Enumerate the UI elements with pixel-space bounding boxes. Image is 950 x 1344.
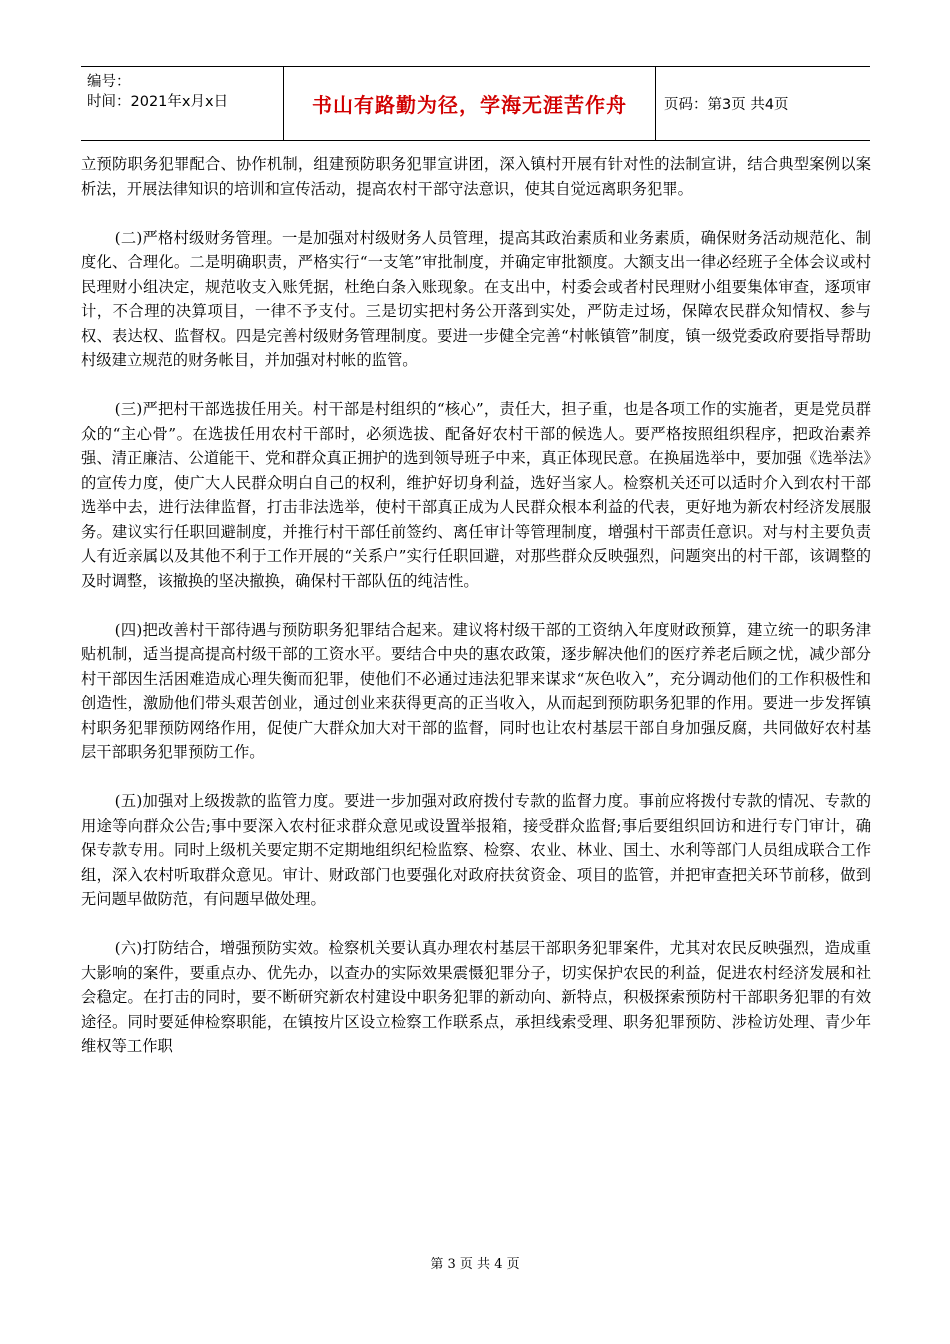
header-meta	[81, 67, 283, 140]
header-page-label: 页码：第3页 共4页	[664, 97, 789, 113]
body-paragraph: (三)严把村干部选拔任用关。村干部是村组织的“核心”，责任大，担子重，也是各项工作的实施者，更是党员群众的“主心骨”。在选拔任用农村干部时，必须选拔、配备好农村干部的候选人。要严格按照组织程序，把政治素养强、清正廉洁、公道能干、党和群众真正拥护的选到领导班子中来，真正体现民意。在换届选举中，要加强《选举法》的宣传力度，使广大人民群众明白自己的权利，维护好切身利益，选好当家人。检察机关还可以适时介入到农村干部选举中去，进行法律监督，打击非法选举，使村干部真正成为人民群众根本利益的代表，更好地为新农村经济发展服务。建议实行任职回避制度，并推行村干部任前签约、离任审计等管理制度，增强村干部责任意识。对与村主要负责人有近亲属以及其他不利于工作开展的“关系户”实行任职回避，对那些群众反映强烈，问题突出的村干部，该调整的及时调整，该撤换的坚决撤换，确保村干部队伍的纯洁性。	[81, 400, 871, 590]
body-paragraph: 立预防职务犯罪配合、协作机制，组建预防职务犯罪宣讲团，深入镇村开展有针对性的法制宣讲，结合典型案例以案析法，开展法律知识的培训和宣传活动，提高农村干部守法意识，使其自觉远离职务犯罪。	[81, 155, 871, 198]
page-footer: 第 3 页 共 4 页	[430, 1257, 520, 1272]
document-body	[81, 152, 871, 1059]
document-time-label: 时间：2021年x月x日	[87, 94, 229, 110]
header-page-cell	[656, 67, 870, 140]
body-paragraph: (四)把改善村干部待遇与预防职务犯罪结合起来。建议将村级干部的工资纳入年度财政预算，建立统一的职务津贴机制，适当提高提高村级干部的工资水平。要结合中央的惠农政策，逐步解决他们的医疗养老后顾之忧，减少部分村干部因生活困难造成心理失衡而犯罪，使他们不必通过违法犯罪来谋求“灰色收入”，充分调动他们的工作积极性和创造性，激励他们带头艰苦创业，通过创业来获得更高的正当收入，从而起到预防职务犯罪的作用。要进一步发挥镇村职务犯罪预防网络作用，促使广大群众加大对干部的监督，同时也让农村基层干部自身加强反腐，共同做好农村基层干部职务犯罪预防工作。	[81, 620, 871, 761]
body-paragraph: (六)打防结合，增强预防实效。检察机关要认真办理农村基层干部职务犯罪案件，尤其对农民反映强烈，造成重大影响的案件，要重点办、优先办，以查办的实际效果震慑犯罪分子，切实保护农民的利益，促进农村经济发展和社会稳定。在打击的同时，要不断研究新农村建设中职务犯罪的新动向、新特点，积极探索预防村干部职务犯罪的有效途径。同时要延伸检察职能，在镇按片区设立检察工作联系点，承担线索受理、职务犯罪预防、涉检访处理、青少年维权等工作职	[81, 939, 871, 1055]
document-number-label: 编号：	[87, 74, 131, 90]
body-paragraph: (二)严格村级财务管理。一是加强对村级财务人员管理，提高其政治素质和业务素质，确保财务活动规范化、制度化、合理化。二是明确职责，严格实行“一支笔”审批制度，并确定审批额度。大额支出一律必经班子全体会议或村民理财小组决定，规范收支入账凭据，杜绝白条入账现象。在支出中，村委会或者村民理财小组要集体审查，逐项审计，不合理的决算项目，一律不予支付。三是切实把村务公开落到实处，严防走过场，保障农民群众知情权、参与权、表达权、监督权。四是完善村级财务管理制度。要进一步健全完善“村帐镇管”制度，镇一级党委政府要指导帮助村级建立规范的财务帐目，并加强对村帐的监管。	[81, 228, 871, 369]
header-motto-cell	[283, 67, 656, 140]
header-motto: 书山有路勤为径，学海无涯苦作舟	[312, 93, 627, 117]
body-paragraph: (五)加强对上级拨款的监管力度。要进一步加强对政府拨付专款的监督力度。事前应将拨付专款的情况、专款的用途等向群众公告;事中要深入农村征求群众意见或设置举报箱，接受群众监督;事后要组织回访和进行专门审计，确保专款专用。同时上级机关要定期不定期地组织纪检监察、检察、农业、林业、国土、水利等部门人员组成联合工作组，深入农村听取群众意见。审计、财政部门也要强化对政府扶贫资金、项目的监管，并把审查把关环节前移，做到无问题早做防范，有问题早做处理。	[81, 792, 871, 908]
document-header	[81, 66, 870, 141]
